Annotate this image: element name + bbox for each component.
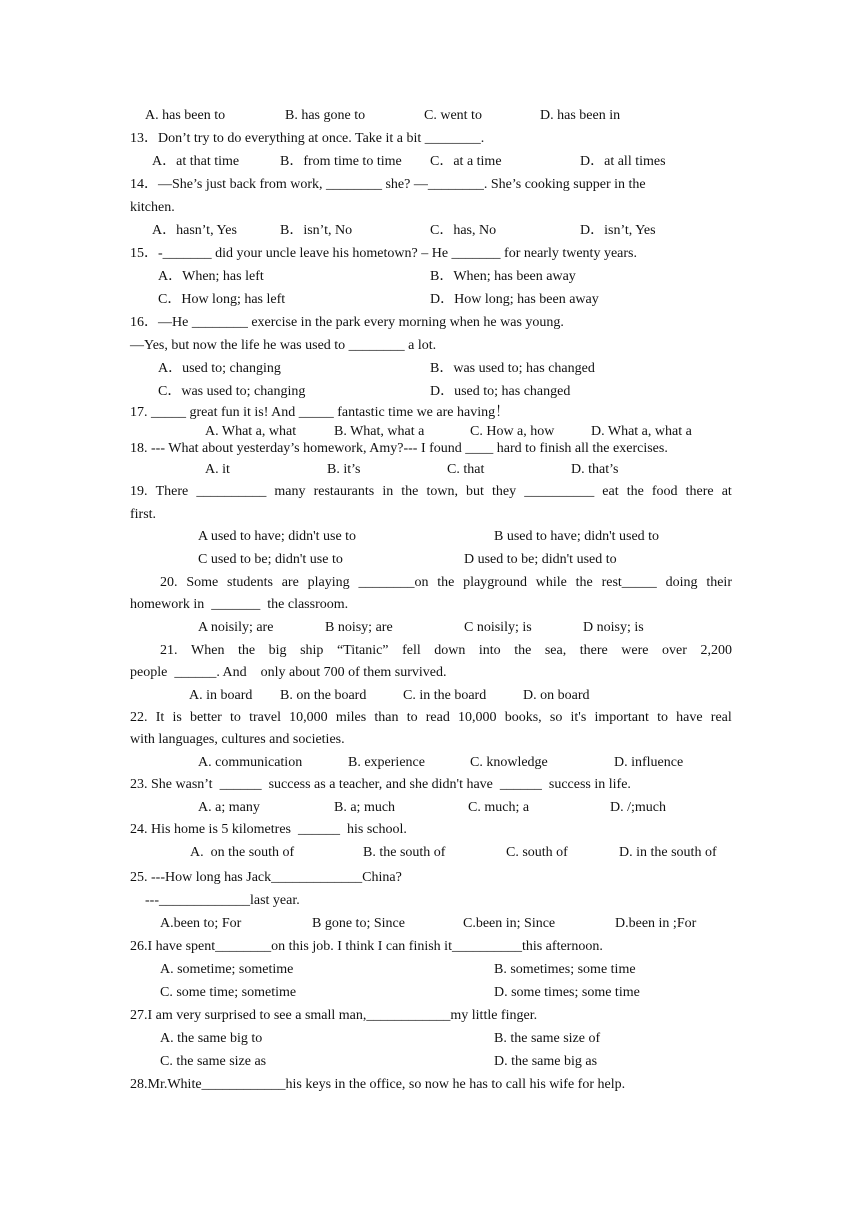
option-a: A. on the south of — [190, 845, 295, 860]
stem-word: 10,000 — [458, 710, 497, 725]
stem-word: down — [434, 643, 466, 658]
stem-word: 21. — [160, 643, 178, 658]
question-stem: 15．-_______ did your uncle leave his hometown? – He _______ for nearly twenty years. — [130, 246, 637, 261]
option-c: C.been in; Since — [463, 916, 556, 931]
stem-word: 22. — [130, 710, 148, 725]
option-b: B．from time to time — [280, 154, 402, 169]
stem-word: important — [594, 710, 649, 725]
question-stem: 26.I have spent________on this job. I think I can finish it__________this afternoon. — [130, 939, 603, 954]
option-c: C. went to — [424, 108, 482, 123]
stem-word: they — [492, 484, 517, 499]
question-stem-continued: with languages, cultures and societies. — [130, 732, 345, 747]
option-c: C. that — [447, 462, 485, 477]
answer-blank: __________ — [196, 484, 267, 499]
option-c: C. the same size as — [160, 1054, 267, 1069]
stem-word: students — [227, 575, 273, 590]
question-stem: 24. His home is 5 kilometres ______ his school. — [130, 822, 407, 837]
option-b: B. it’s — [327, 462, 361, 477]
stem-word: to — [657, 710, 668, 725]
stem-word: restaurants — [313, 484, 375, 499]
stem-word: When — [191, 643, 225, 658]
stem-word: but — [466, 484, 484, 499]
question-stem: 17. _____ great fun it is! And _____ fantastic time we are having！ — [130, 405, 510, 420]
question-stem: 16．—He ________ exercise in the park every morning when he was young. — [130, 315, 564, 330]
stem-word: big — [268, 643, 287, 658]
stem-word: at — [721, 484, 732, 499]
option-a: A. a; many — [198, 800, 260, 815]
stem-word: were — [621, 643, 649, 658]
question-stem-continued: —Yes, but now the life he was used to ________ a lot. — [130, 338, 437, 353]
stem-word: 19. — [130, 484, 148, 499]
option-b: B. sometimes; some time — [494, 962, 636, 977]
option-d: D．used to; has changed — [430, 384, 571, 399]
stem-word: real — [710, 710, 732, 725]
option-c: C．was used to; changing — [158, 384, 306, 399]
stem-word: Some — [186, 575, 219, 590]
stem-word: into — [478, 643, 501, 658]
stem-word: many — [274, 484, 306, 499]
stem-word: books, — [504, 710, 542, 725]
question-stem-continued: ---_____________last year. — [145, 893, 300, 908]
answer-blank: rest_____ — [601, 575, 657, 590]
option-d: D. that’s — [571, 462, 619, 477]
option-b: B. has gone to — [285, 108, 366, 123]
stem-word: to — [230, 710, 241, 725]
stem-word: playing — [307, 575, 350, 590]
question-stem: 23. She wasn’t ______ success as a teacher, and she didn't have ______ success in life. — [130, 777, 631, 792]
option-a: A. has been to — [145, 108, 226, 123]
option-d: D. /;much — [610, 800, 666, 815]
stem-word: miles — [335, 710, 367, 725]
option-b: B．When; has been away — [430, 269, 576, 284]
option-d: D. influence — [614, 755, 684, 770]
option-a: A noisily; are — [198, 620, 274, 635]
option-d: D. some times; some time — [494, 985, 640, 1000]
option-a: A.been to; For — [160, 916, 242, 931]
question-stem-continued: people ______. And only about 700 of them survived. — [130, 665, 447, 680]
question-stem: 13．Don’t try to do everything at once. Take it a bit ________. — [130, 131, 485, 146]
stem-word: it's — [570, 710, 587, 725]
option-d: D. in the south of — [619, 845, 717, 860]
option-d: D．How long; has been away — [430, 292, 599, 307]
option-a: A. it — [205, 462, 230, 477]
stem-word: food — [651, 484, 678, 499]
question-stem — [160, 576, 732, 590]
stem-word: the — [401, 484, 419, 499]
question-stem — [130, 485, 732, 499]
option-b: B. the same size of — [494, 1031, 601, 1046]
stem-word: travel — [249, 710, 281, 725]
option-c: C．How long; has left — [158, 292, 286, 307]
stem-word: is — [172, 710, 182, 725]
question-stem — [130, 711, 732, 725]
option-c: C. much; a — [468, 800, 530, 815]
option-c: C. some time; sometime — [160, 985, 297, 1000]
option-a: A．When; has left — [158, 269, 264, 284]
stem-word: over — [662, 643, 687, 658]
option-a: A. the same big to — [160, 1031, 263, 1046]
answer-blank: ________on — [358, 575, 429, 590]
stem-word: to — [406, 710, 418, 725]
stem-word: the — [575, 575, 593, 590]
option-a: A. in board — [189, 688, 253, 703]
option-d: D．isn’t, Yes — [580, 223, 656, 238]
stem-word: the — [626, 484, 644, 499]
stem-word: the — [514, 643, 532, 658]
stem-word: read — [425, 710, 450, 725]
question-stem: 14．—She’s just back from work, ________ she? —________. She’s cooking supper in the — [130, 177, 646, 192]
stem-word: fell — [402, 643, 421, 658]
stem-word: There — [155, 484, 189, 499]
option-a: A．used to; changing — [158, 361, 281, 376]
stem-word: town, — [426, 484, 458, 499]
option-c: C. in the board — [403, 688, 487, 703]
option-d: D. has been in — [540, 108, 621, 123]
option-b: B. a; much — [334, 800, 396, 815]
stem-word: there — [685, 484, 714, 499]
option-d: D. the same big as — [494, 1054, 598, 1069]
option-a: A. sometime; sometime — [160, 962, 294, 977]
option-b: B noisy; are — [325, 620, 393, 635]
question-stem-continued: kitchen. — [130, 200, 175, 215]
option-c: C．has, No — [430, 223, 497, 238]
option-b: B. What, what a — [334, 424, 425, 439]
stem-word: It — [155, 710, 165, 725]
stem-word: the — [238, 643, 256, 658]
option-c: C noisily; is — [464, 620, 532, 635]
option-c: C used to be; didn't use to — [198, 552, 343, 567]
stem-word: sea, — [544, 643, 567, 658]
question-stem: 28.Mr.White____________his keys in the office, so now he has to call his wife for help. — [130, 1077, 626, 1092]
question-stem: 27.I am very surprised to see a small man,____________my little finger. — [130, 1008, 538, 1023]
option-d: D．at all times — [580, 154, 666, 169]
option-b: B gone to; Since — [312, 916, 405, 931]
option-a: A used to have; didn't use to — [198, 529, 357, 544]
question-stem-continued: first. — [130, 507, 157, 522]
stem-word: so — [549, 710, 563, 725]
option-b: B. experience — [348, 755, 425, 770]
option-c: C．at a time — [430, 154, 502, 169]
option-c: C. knowledge — [470, 755, 548, 770]
option-c: C. south of — [506, 845, 568, 860]
question-stem: 18. --- What about yesterday’s homework, Amy?--- I found ____ hard to finish all the exercises. — [130, 441, 668, 456]
option-d: D used to be; didn't used to — [464, 552, 617, 567]
stem-word: are — [281, 575, 299, 590]
question-stem-continued: homework in _______ the classroom. — [130, 597, 349, 612]
option-b: B. on the board — [280, 688, 367, 703]
stem-word: have — [676, 710, 703, 725]
option-a: A．at that time — [152, 154, 240, 169]
stem-word: than — [374, 710, 399, 725]
option-b: B. the south of — [363, 845, 446, 860]
stem-word: 10,000 — [289, 710, 328, 725]
option-a: A. What a, what — [205, 424, 297, 439]
stem-word: in — [382, 484, 394, 499]
stem-word: their — [706, 575, 732, 590]
stem-word: the — [437, 575, 455, 590]
question-stem: 25. ---How long has Jack_____________China? — [130, 870, 402, 885]
option-c: C. How a, how — [470, 424, 555, 439]
stem-word: 2,200 — [700, 643, 732, 658]
option-d: D. What a, what a — [591, 424, 692, 439]
stem-word: playground — [463, 575, 527, 590]
stem-word: 20. — [160, 575, 178, 590]
stem-word: doing — [665, 575, 698, 590]
stem-word: better — [189, 710, 222, 725]
option-b: B used to have; didn't used to — [494, 529, 660, 544]
stem-word: while — [535, 575, 567, 590]
question-stem — [160, 644, 732, 658]
stem-word: there — [579, 643, 608, 658]
stem-word: “Titanic” — [336, 643, 389, 658]
stem-word: ship — [300, 643, 324, 658]
answer-blank: __________ — [524, 484, 595, 499]
option-b: B．isn’t, No — [280, 223, 353, 238]
stem-word: eat — [602, 484, 619, 499]
option-b: B．was used to; has changed — [430, 361, 595, 376]
option-a: A. communication — [198, 755, 303, 770]
option-d: D.been in ;For — [615, 916, 697, 931]
option-d: D. on board — [523, 688, 590, 703]
option-a: A．hasn’t, Yes — [152, 223, 237, 238]
option-d: D noisy; is — [583, 620, 644, 635]
